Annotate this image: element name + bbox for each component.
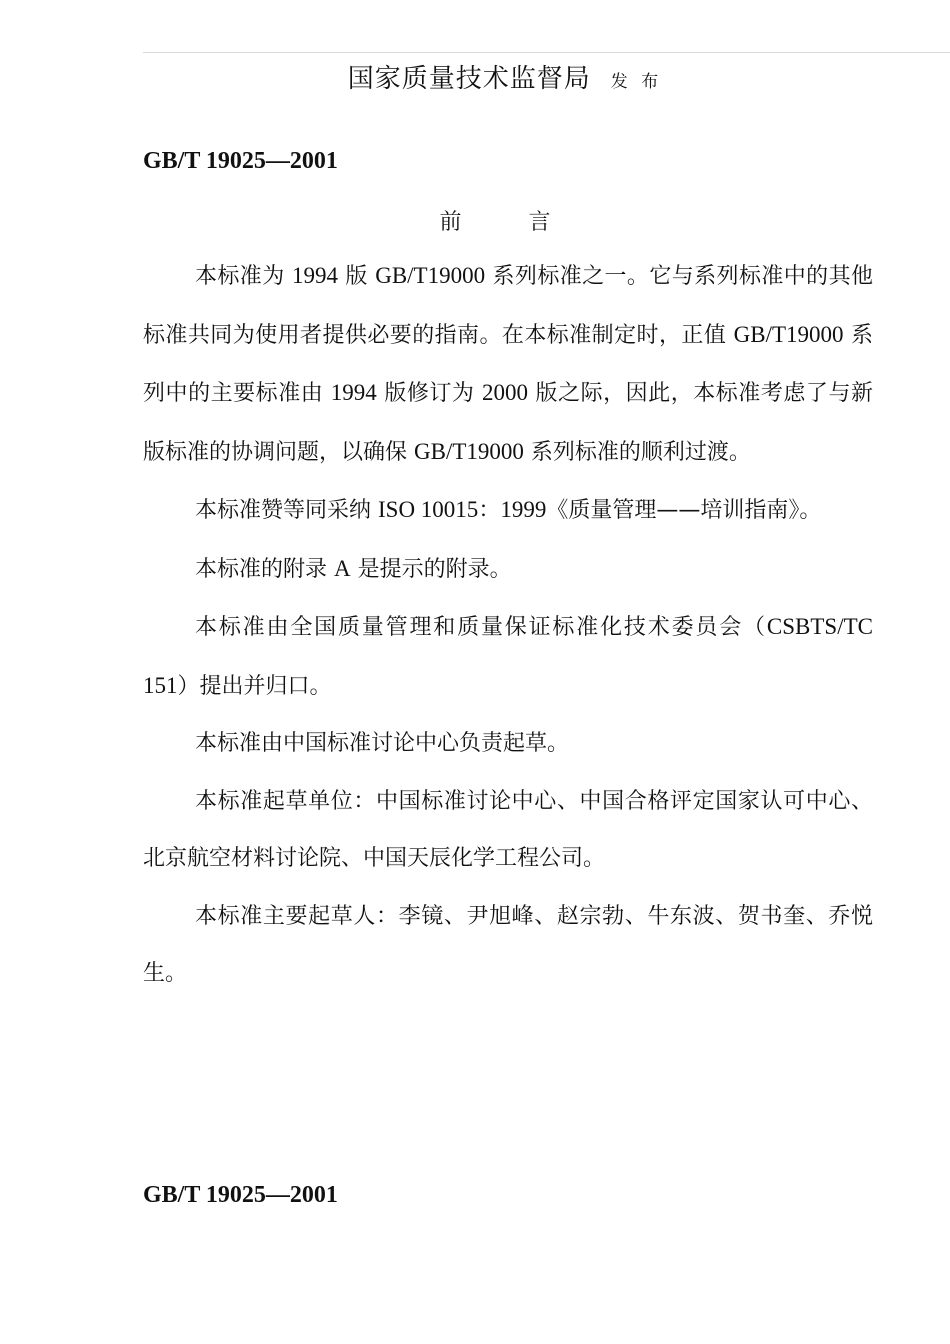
paragraph-text-segment: 本标准为 [195, 264, 293, 289]
issuer-line [0, 58, 950, 95]
paragraph-text-segment: 本标准起草单位：中国标准讨论中心、中国合格评定国家认可中心、北京航空材料讨论院、中国天辰化学工程公司。 [143, 788, 873, 871]
standard-code-top: GB/T 19025—2001 [143, 148, 338, 174]
paragraph-text-segment: 本标准由全国质量管理和质量保证标准化技术委员会（ [195, 615, 767, 640]
paragraph-text-segment: CSBTS/TC 151 [143, 614, 873, 698]
issuer-suffix: 发 布 [610, 72, 663, 92]
paragraph-text-segment: 版修订为 [376, 381, 482, 406]
paragraph-adoption [143, 481, 873, 540]
paragraph-drafting-units [143, 773, 873, 888]
paragraph-drafters [143, 888, 873, 1003]
paragraph-text-segment: 1999 [500, 497, 547, 522]
paragraph-drafting-org [143, 715, 873, 773]
paragraph-text-segment: 本标准赞等同采纳 [195, 498, 378, 523]
paragraph-text-segment: 本标准由中国标准讨论中心负责起草。 [195, 731, 570, 756]
paragraph-text-segment: 1994 [292, 263, 339, 288]
paragraph-text-segment: 系列标准的顺利过渡。 [523, 439, 751, 465]
paragraph-text-segment: ）提出并归口。 [177, 673, 332, 699]
paragraph-committee [143, 598, 873, 715]
paragraph-text-segment: 2000 [481, 380, 528, 405]
paragraph-annex [143, 540, 873, 599]
paragraph-text-segment: 《质量管理——培训指南》。 [546, 498, 822, 523]
paragraph-series-context [143, 247, 873, 481]
header-rule [143, 52, 950, 53]
paragraph-text-segment: GB/T19000 [375, 263, 486, 288]
paragraph-text-segment: 系列中的主要标准由 [143, 322, 873, 406]
paragraph-text-segment: 本标准主要起草人：李镜、尹旭峰、赵宗勃、牛东波、贺书奎、乔悦生。 [143, 903, 873, 986]
paragraph-text-segment: A [334, 555, 351, 581]
paragraph-text-segment: GB/T19000 [733, 321, 844, 347]
standard-code-bottom: GB/T 19025—2001 [143, 1182, 338, 1208]
paragraph-text-segment: 本标准的附录 [195, 556, 334, 582]
paragraph-text-segment: ISO 10015 [378, 497, 479, 522]
paragraph-text-segment: 版 [338, 264, 376, 289]
preface-title: 前 言 [439, 210, 581, 235]
paragraph-text-segment: ： [478, 498, 501, 523]
paragraph-text-segment: 是提示的附录。 [350, 556, 512, 582]
paragraph-text-segment: 系列标准之一。它与系列标准中的其他标准共同为使用者提供必要的指南。在本标准制定时，正值 [143, 264, 873, 348]
preface-body [143, 247, 873, 1003]
paragraph-text-segment: 1994 [330, 380, 377, 405]
paragraph-text-segment: GB/T19000 [414, 438, 524, 464]
paragraph-text-segment: 版之际，因此，本标准考虑了与新版标准的协调问题，以确保 [143, 381, 873, 465]
issuer-name: 国家质量技术监督局 [347, 64, 591, 94]
